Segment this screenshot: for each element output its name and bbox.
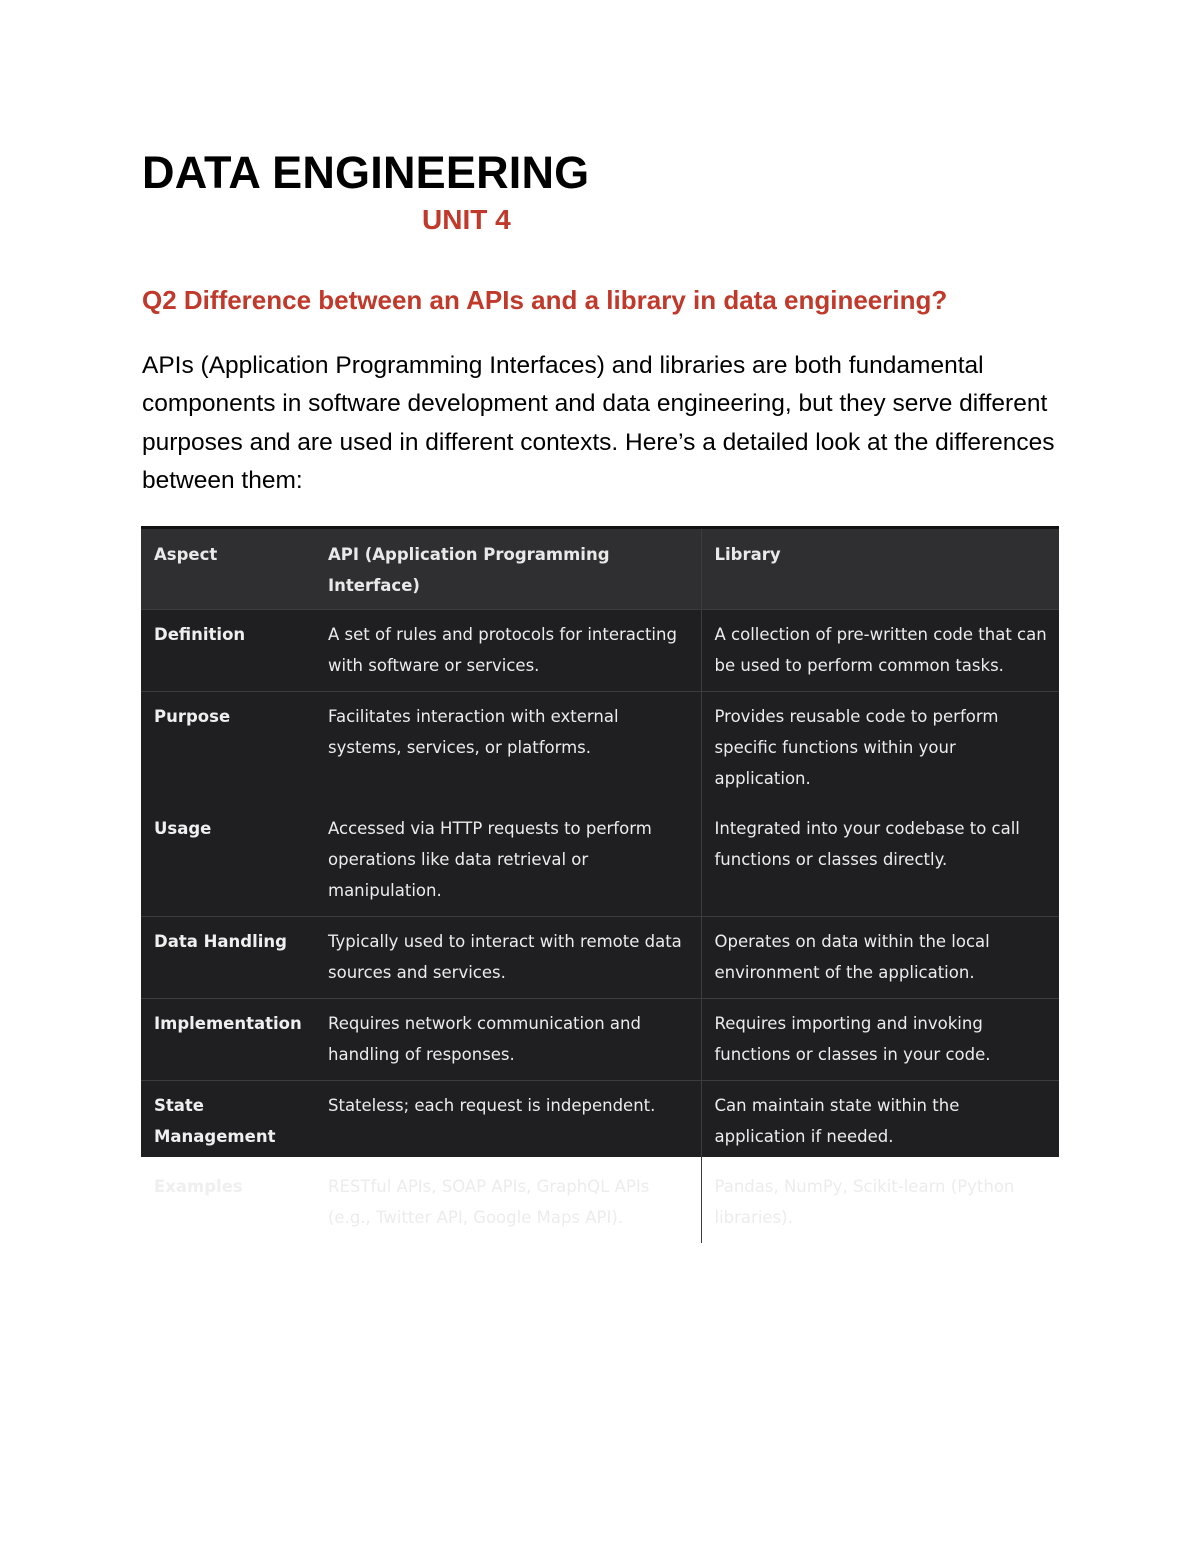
- row-api-cell: Requires network communication and handling of responses.: [315, 999, 701, 1081]
- row-aspect-cell: State Management: [154, 1096, 276, 1146]
- header-aspect: Aspect: [141, 529, 315, 610]
- row-api-cell: Typically used to interact with remote data sources and services.: [315, 917, 701, 999]
- row-library-cell: Operates on data within the local environment of the application.: [701, 917, 1059, 999]
- row-aspect-cell: Data Handling: [141, 917, 315, 999]
- comparison-table: [141, 529, 1059, 1243]
- row-library-cell: Can maintain state within the application if needed.: [714, 1096, 960, 1146]
- row-aspect-cell: Definition: [141, 610, 315, 692]
- document-title: DATA ENGINEERING: [142, 147, 590, 198]
- row-library-cell: Integrated into your codebase to call functions or classes directly.: [701, 804, 1059, 917]
- table-row: [141, 692, 1059, 805]
- intro-paragraph: APIs (Application Programming Interfaces) and libraries are both fundamental components in software development and data engineering, but they serve different purposes and are used in different contexts. Here’s a detailed look at the differences between them:: [142, 352, 1055, 494]
- row-library-cell: Provides reusable code to perform specific functions within your application.: [714, 707, 999, 788]
- table-header-row: [141, 529, 1059, 610]
- row-api-cell: Facilitates interaction with external systems, services, or platforms.: [315, 692, 701, 805]
- table-row: [141, 610, 1059, 692]
- row-api-cell: A set of rules and protocols for interacting with software or services.: [315, 610, 701, 692]
- row-aspect-cell: Usage: [141, 804, 315, 917]
- row-aspect-cell: Implementation: [141, 999, 315, 1081]
- table-row: [141, 804, 1059, 917]
- row-api-cell: RESTful APIs, SOAP APIs, GraphQL APIs (e.g., Twitter API, Google Maps API).: [315, 1162, 701, 1243]
- unit-label: UNIT 4: [422, 204, 511, 235]
- row-aspect-cell: Purpose: [154, 707, 231, 726]
- row-library-cell: Requires importing and invoking functions or classes in your code.: [701, 999, 1059, 1081]
- table-row: [141, 1081, 1059, 1163]
- table-row: [141, 917, 1059, 999]
- row-aspect-cell: Examples: [154, 1177, 243, 1196]
- row-library-cell: A collection of pre-written code that can be used to perform common tasks.: [701, 610, 1059, 692]
- table-row: [141, 1162, 1059, 1243]
- header-api: API (Application Programming Interface): [315, 529, 701, 610]
- header-library: Library: [701, 529, 1059, 610]
- row-api-cell: Accessed via HTTP requests to perform operations like data retrieval or manipulation.: [315, 804, 701, 917]
- question-heading: Q2 Difference between an APIs and a library in data engineering?: [142, 285, 948, 315]
- row-api-cell: Stateless; each request is independent.: [315, 1081, 701, 1163]
- row-library-cell: Pandas, NumPy, Scikit-learn (Python libraries).: [714, 1177, 1015, 1227]
- comparison-table-container: [141, 526, 1059, 1227]
- table-row: [141, 999, 1059, 1081]
